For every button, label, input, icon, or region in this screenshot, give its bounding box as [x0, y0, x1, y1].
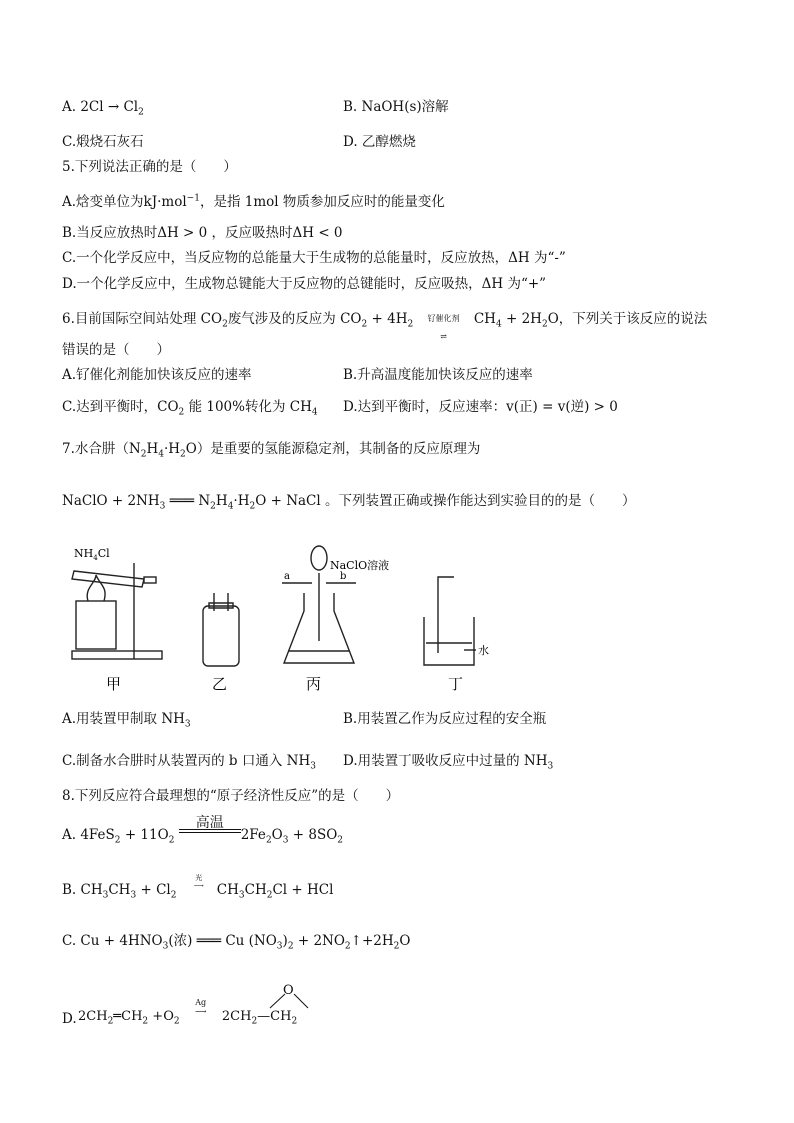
q4-option-a: A. $2Cl \to Cl_2$ [62, 99, 144, 118]
q8-stem: 8.下列反应符合最理想的“原子经济性反应”的是（ ） [62, 788, 400, 804]
q8-option-a: A. $4FeS_2 + 11O_2$ 高温 $2Fe_2O_3 + 8SO_2$ [62, 815, 344, 846]
stand-base [72, 651, 162, 659]
catalyst-label: 钌催化剂 [427, 314, 460, 323]
caption-jia: 甲 [106, 675, 122, 693]
water-label: 水 [478, 644, 489, 657]
caption-ding: 丁 [448, 675, 464, 693]
epoxide-bonds [266, 990, 316, 1010]
gas-bottle [203, 606, 239, 666]
q6-stem: 6.目前国际空间站处理 $CO_2$废气涉及的反应为 $CO_2 + 4H_2$ 钌催化剂 ⇌ $CH_4 + 2H_2O$，下列关于该反应的说法 [62, 311, 708, 341]
caption-bing: 丙 [306, 675, 322, 693]
cond-ag: Ag [195, 998, 207, 1007]
q5-stem: 5.下列说法正确的是（ ） [62, 159, 237, 175]
burner [76, 601, 116, 649]
clamp [144, 577, 156, 583]
caption-yi: 乙 [212, 675, 228, 693]
absorption-tube [438, 577, 454, 653]
q6-option-c: C.达到平衡时，$CO_2$ 能 100%转化为 $CH_4$ [62, 399, 318, 418]
q8-option-d: D. [62, 1011, 77, 1027]
q6-option-d: D.达到平衡时，反应速率：v(正) = v(逆) > 0 [343, 399, 618, 415]
q8-option-d-eq: $2CH_2═CH_2 +O_2$ Ag ⟶ $2CH_2—CH_2$ [78, 998, 298, 1027]
q8-option-b: B. $CH_3CH_3 + Cl_2$ 光 ⟶ $CH_3CH_2Cl$ + HCl [62, 874, 334, 901]
q5-option-b: B.当反应放热时ΔH > 0 ，反应吸热时ΔH < 0 [62, 225, 343, 241]
beaker [424, 617, 474, 665]
flame [87, 575, 105, 601]
q7-option-d: D.用装置丁吸收反应中过量的 $NH_3$ [343, 753, 554, 772]
nh4cl-label: $NH_4Cl$ [74, 547, 110, 562]
naclo-label: NaClO溶液 [330, 559, 390, 572]
q7-option-b: B.用装置乙作为反应过程的安全瓶 [343, 711, 547, 727]
label-b: b [340, 571, 347, 582]
apparatus-figure [62, 533, 542, 693]
q5-option-d: D.一个化学反应中，生成物总键能大于反应物的总键能时，反应吸热，ΔH 为“+” [62, 276, 547, 292]
q6-option-a: A.钌催化剂能加快该反应的速率 [62, 367, 252, 383]
q7-option-a: A.用装置甲制取 $NH_3$ [62, 711, 191, 730]
label-a: a [284, 571, 290, 582]
q4-option-c: C.煅烧石灰石 [62, 134, 144, 150]
separatory-funnel [311, 546, 327, 570]
q7-equation: NaClO + $2NH_3$ ═══ $N_2H_4\cdot H_2O$ + NaCl 。下列装置正确或操作能达到实验目的的是（ ） [62, 493, 636, 512]
epoxide-oxygen: O [283, 983, 294, 998]
test-tube [72, 571, 144, 587]
q7-stem: 7.水合肼$(N_2H_4\cdot H_2O)$是重要的氢能源稳定剂，其制备的反应原理为 [62, 441, 481, 460]
q7-option-c: C.制备水合肼时从装置丙的 b 口通入 $NH_3$ [62, 753, 316, 772]
q6-stem-2: 错误的是（ ） [62, 342, 170, 358]
q6-option-b: B.升高温度能加快该反应的速率 [343, 367, 533, 383]
q5-option-c: C.一个化学反应中，当反应物的总能量大于生成物的总能量时，反应放热，ΔH 为“-” [62, 250, 566, 266]
q4-option-b: B. NaOH(s)溶解 [343, 99, 449, 115]
q8-option-c: C. $Cu + 4HNO_3$(浓) ═══ Cu $(NO_3)_2$ + $2NO_2↑+2H_2O$ [62, 933, 411, 952]
q5-option-a: A.焓变单位为kJ·mol$^{-1}$，是指 1mol 物质参加反应时的能量变化 [62, 193, 445, 210]
cond-light: 光 [195, 874, 203, 882]
cond-high-temp: 高温 [195, 815, 224, 831]
q4-option-d: D. 乙醇燃烧 [343, 134, 416, 150]
